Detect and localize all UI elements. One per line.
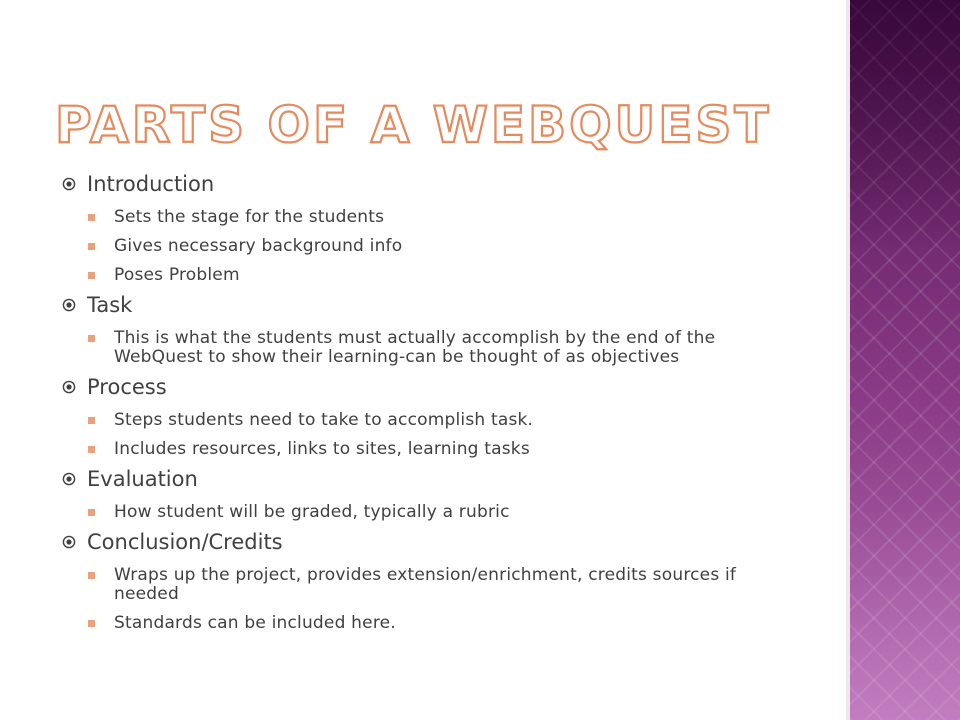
bullet-content [62,168,802,633]
topic-label: Conclusion/Credits [87,530,283,554]
sub-list [62,329,802,367]
square-bullet-icon [88,329,114,348]
list-item: Poses Problem [88,266,802,285]
list-item: Gives necessary background info [88,237,802,256]
list-item: This is what the students must actually accomplish by the end of the WebQuest to show their learning-can be thought of as objectives [88,329,802,367]
square-bullet-icon [88,440,114,459]
square-bullet-icon [88,237,114,256]
topic-conclusion-credits [62,528,802,633]
list-item: Sets the stage for the students [88,208,802,227]
topic-task [62,291,802,367]
sub-list [62,208,802,285]
topic-label: Introduction [87,172,215,196]
decorative-side-panel [850,0,960,720]
list-item: Wraps up the project, provides extension/enrichment, credits sources if needed [88,566,802,604]
topic-evaluation [62,465,802,522]
list-item: Standards can be included here. [88,614,802,633]
circle-bullet-icon [62,373,87,401]
square-bullet-icon [88,503,114,522]
slide-title [55,92,835,162]
sub-list [62,411,802,459]
list-item: Includes resources, links to sites, learning tasks [88,440,802,459]
sub-list [62,503,802,522]
topic-introduction [62,170,802,285]
topic-label: Process [87,375,167,399]
circle-bullet-icon [62,528,87,556]
circle-bullet-icon [62,170,87,198]
square-bullet-icon [88,266,114,285]
topic-process [62,373,802,459]
square-bullet-icon [88,411,114,430]
square-bullet-icon [88,614,114,633]
circle-bullet-icon [62,291,87,319]
list-item: How student will be graded, typically a rubric [88,503,802,522]
circle-bullet-icon [62,465,87,493]
sub-list [62,566,802,633]
slide-title-text: PARTS OF A WEBQUEST [55,96,772,154]
square-bullet-icon [88,208,114,227]
topic-label: Evaluation [87,467,198,491]
square-bullet-icon [88,566,114,585]
list-item: Steps students need to take to accomplish task. [88,411,802,430]
topic-label: Task [87,293,133,317]
